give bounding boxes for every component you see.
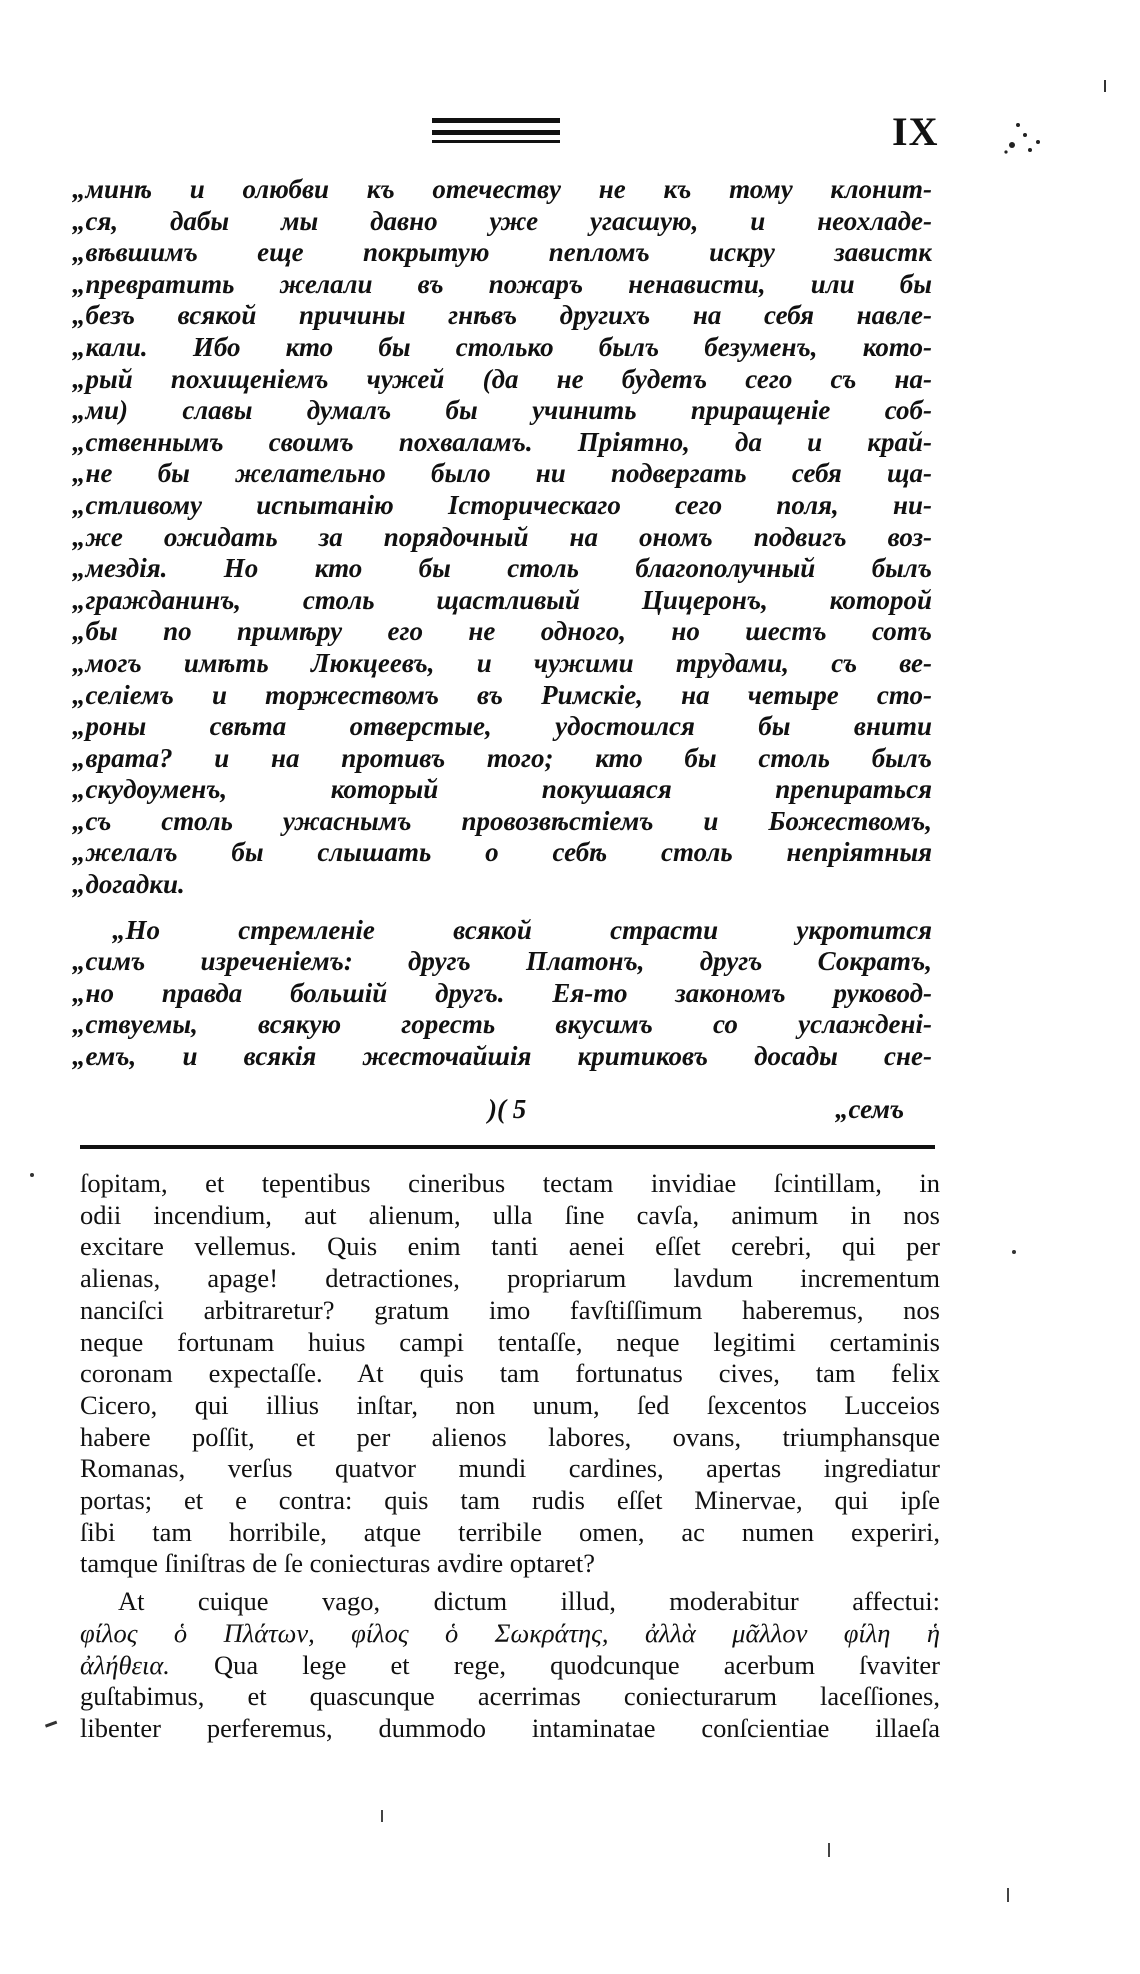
- russian-line: „врата? и на противъ того; кто бы столь былъ: [72, 742, 932, 773]
- latin-line: neque fortunam huius campi tentaſſe, neque legitimi certaminis: [80, 1326, 940, 1357]
- latin-line: ſopitam, et tepentibus cineribus tectam invidiae ſcintillam, in: [80, 1168, 940, 1198]
- russian-line: „роны свѣта отверстые, удостоился бы внити: [72, 711, 932, 742]
- signature-mark: )( 5: [488, 1094, 527, 1124]
- page-header: [0, 108, 1140, 158]
- russian-line: „желалъ бы слышать о себѣ столь непріятныя: [72, 837, 932, 868]
- latin-text: Qua lege et rege, quodcunque acerbum ſvaviter: [214, 1649, 940, 1680]
- russian-line: „селіемъ и торжествомъ въ Римскіе, на четыре сто-: [72, 679, 932, 710]
- greek-quote: φίλος ὁ Πλάτων, φίλος ὁ Σωκράτης, ἀλλὰ μᾶλλον φίλη ἡ: [80, 1617, 940, 1648]
- russian-paragraph: [72, 915, 932, 1073]
- latin-line: [80, 1650, 940, 1682]
- russian-line: „безъ всякой причины гнѣвъ другихъ на себя навле-: [72, 300, 932, 331]
- latin-line: ſibi tam horribile, atque terribile omen, ac numen experiri,: [80, 1516, 940, 1547]
- russian-line: „превратить желали въ пожаръ ненависти, или бы: [72, 268, 932, 299]
- signature-line: [0, 1094, 1140, 1128]
- russian-line: „не бы желательно было ни подвергать себя ща-: [72, 458, 932, 489]
- russian-line: „бы по примѣру его не одного, но шестъ сотъ: [72, 616, 932, 647]
- latin-line: At cuique vago, dictum illud, moderabitur affectui:: [118, 1586, 940, 1617]
- russian-line: „ствуемы, всякую горесть вкусимъ со услаждені-: [72, 1009, 932, 1040]
- latin-line: excitare vellemus. Quis enim tanti aenei eſſet cerebri, qui per: [80, 1231, 940, 1262]
- russian-line: „но правда большій другъ. Ея-то закономъ руковод-: [72, 977, 932, 1008]
- page-number: IX: [892, 109, 939, 154]
- header-ornament-rule: [432, 130, 560, 135]
- russian-line: „Но стремленіе всякой страсти укротится: [112, 914, 932, 945]
- russian-line: „мездія. Но кто бы столь благополучный былъ: [72, 553, 932, 584]
- latin-line: alienas, apage! detractiones, propriarum lavdum incrementum: [80, 1263, 940, 1294]
- russian-line: „кали. Ибо кто бы столько былъ безуменъ, кото-: [72, 331, 932, 362]
- russian-line: „скудоуменъ, который покушаяся препираться: [72, 774, 932, 805]
- russian-line: „ся, дабы мы давно уже угасшую, и неохладе-: [72, 205, 932, 236]
- latin-line: tamque ſiniſtras de ſe coniecturas avdire optaret?: [80, 1548, 596, 1579]
- russian-line: „ственнымъ своимъ похваламъ. Пріятно, да и край-: [72, 426, 932, 457]
- latin-line: guſtabimus, et quascunque acerrimas coniecturarum laceſſiones,: [80, 1681, 940, 1712]
- catchword: „семъ: [835, 1094, 905, 1124]
- russian-line: „гражданинъ, столь щастливый Цицеронъ, которой: [72, 584, 932, 615]
- russian-line: „могъ имѣть Люкцеевъ, и чужими трудами, съ ве-: [72, 647, 932, 678]
- latin-line: habere poſſit, et per alienos labores, ovans, triumphansque: [80, 1421, 940, 1452]
- latin-lines: [80, 1681, 940, 1744]
- russian-line: „вѣвшимъ еще покрытую пепломъ искру завистк: [72, 237, 932, 268]
- latin-paragraph: [80, 1168, 940, 1580]
- header-ornament-rule: [432, 118, 560, 123]
- latin-line: nanciſci arbitraretur? gratum imo favſtiſſimum haberemus, nos: [80, 1294, 940, 1325]
- russian-line: „же ожидать за порядочный на ономъ подвигъ воз-: [72, 521, 932, 552]
- greek-quote: ἀλήθεια.: [80, 1649, 170, 1680]
- latin-line: odii incendium, aut alienum, ulla ſine cavſa, animum in nos: [80, 1199, 940, 1230]
- russian-line: „съ столь ужаснымъ провозвѣстіемъ и Божествомъ,: [72, 805, 932, 836]
- section-divider-rule: [80, 1145, 935, 1149]
- latin-paragraph: [80, 1586, 940, 1745]
- russian-line: „стливому испытанію Історическаго сего поля, ни-: [72, 489, 932, 520]
- latin-line: coronam expectaſſe. At quis tam fortunatus cives, tam felix: [80, 1358, 940, 1389]
- latin-line: libenter perferemus, dummodo intaminatae conſcientiae illaeſa: [80, 1712, 940, 1743]
- russian-line: „ми) славы думалъ бы учинить приращеніе соб-: [72, 395, 932, 426]
- latin-text-block: [80, 1168, 940, 1745]
- latin-line: Romanas, verſus quatvor mundi cardines, apertas ingrediatur: [80, 1453, 940, 1484]
- latin-line: portas; et e contra: quis tam rudis eſſet Minervae, qui ipſe: [80, 1485, 940, 1516]
- russian-line: „емъ, и всякія жесточайшія критиковъ досады сне-: [72, 1041, 932, 1072]
- russian-paragraph: [72, 174, 932, 901]
- header-ornament-rule: [432, 140, 560, 143]
- latin-line: Cicero, qui illius inſtar, non unum, ſed ſexcentos Lucceios: [80, 1389, 940, 1420]
- russian-line: „симъ изреченіемъ: другъ Платонъ, другъ Сократъ,: [72, 946, 932, 977]
- russian-line: „рый похищеніемъ чужей (да не будетъ сего съ на-: [72, 363, 932, 394]
- russian-line: „минѣ и олюбви къ отечеству не къ тому клонит-: [72, 174, 932, 204]
- russian-line: „догадки.: [72, 869, 185, 900]
- russian-text-block: [72, 174, 932, 1073]
- latin-line: [80, 1618, 940, 1650]
